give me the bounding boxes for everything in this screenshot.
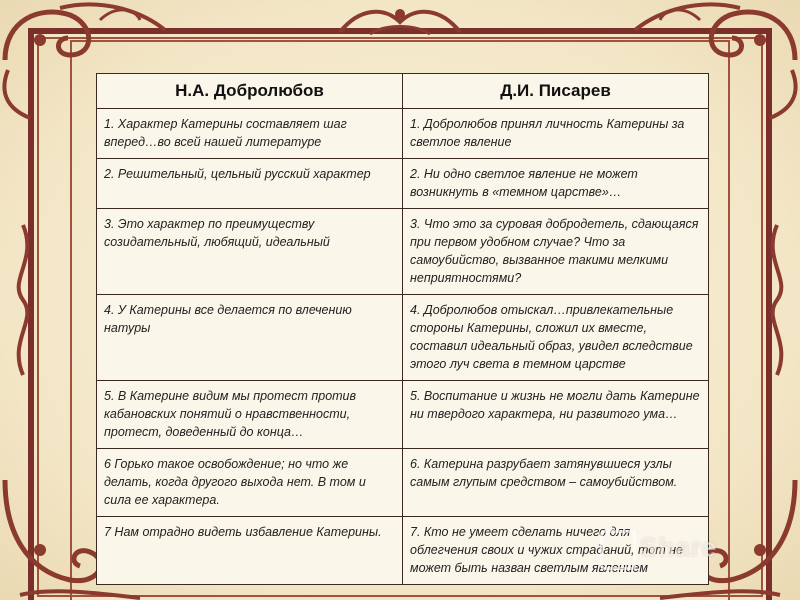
- table-cell: 5. В Катерине видим мы протест против кабановских понятий о нравственности, протест, доведенный до конца…: [97, 381, 403, 449]
- header-dobrolyubov: Н.А. Добролюбов: [97, 74, 403, 109]
- table-cell: 7. Кто не умеет сделать ничего для облегчения своих и чужих страданий, тот не может быть назван светлым явлением: [403, 517, 709, 585]
- table-cell: 1. Добролюбов принял личность Катерины за светлое явление: [403, 109, 709, 159]
- table-row: [97, 295, 709, 381]
- table-cell: 4. У Катерины все делается по влечению натуры: [97, 295, 403, 381]
- comparison-table: [96, 73, 709, 585]
- table-row: [97, 109, 709, 159]
- table-cell: 2. Ни одно светлое явление не может возникнуть в «темном царстве»…: [403, 159, 709, 209]
- table-row: [97, 381, 709, 449]
- watermark-icon: [600, 530, 636, 570]
- table-row: [97, 159, 709, 209]
- table-cell: 7 Нам отрадно видеть избавление Катерины.: [97, 517, 403, 585]
- table-header-row: [97, 74, 709, 109]
- watermark-text: Share: [640, 532, 718, 562]
- table-cell: 1. Характер Катерины составляет шаг вперед…во всей нашей литературе: [97, 109, 403, 159]
- table-cell: 6 Горько такое освобождение; но что же делать, когда другого выхода нет. В том и сила ее характера.: [97, 449, 403, 517]
- table-cell: 3. Что это за суровая добродетель, сдающаяся при первом удобном случае? Что за самоубийство, вызванное такими мелкими неприятностями?: [403, 209, 709, 295]
- ornament-left-side: [8, 220, 38, 380]
- watermark: [600, 524, 770, 594]
- table-row: [97, 209, 709, 295]
- table-cell: 2. Решительный, цельный русский характер: [97, 159, 403, 209]
- table-row: [97, 449, 709, 517]
- table-cell: 6. Катерина разрубает затянувшиеся узлы самым глупым средством – самоубийством.: [403, 449, 709, 517]
- header-pisarev: Д.И. Писарев: [403, 74, 709, 109]
- ornament-top-center: [330, 2, 470, 42]
- ornament-right-side: [762, 220, 792, 380]
- table-cell: 4. Добролюбов отыскал…привлекательные стороны Катерины, сложил их вместе, составил идеальный образ, увидел вследствие этого луч света в темном царстве: [403, 295, 709, 381]
- table-cell: 3. Это характер по преимуществу созидательный, любящий, идеальный: [97, 209, 403, 295]
- table-cell: 5. Воспитание и жизнь не могли дать Катерине ни твердого характера, ни развитого ума…: [403, 381, 709, 449]
